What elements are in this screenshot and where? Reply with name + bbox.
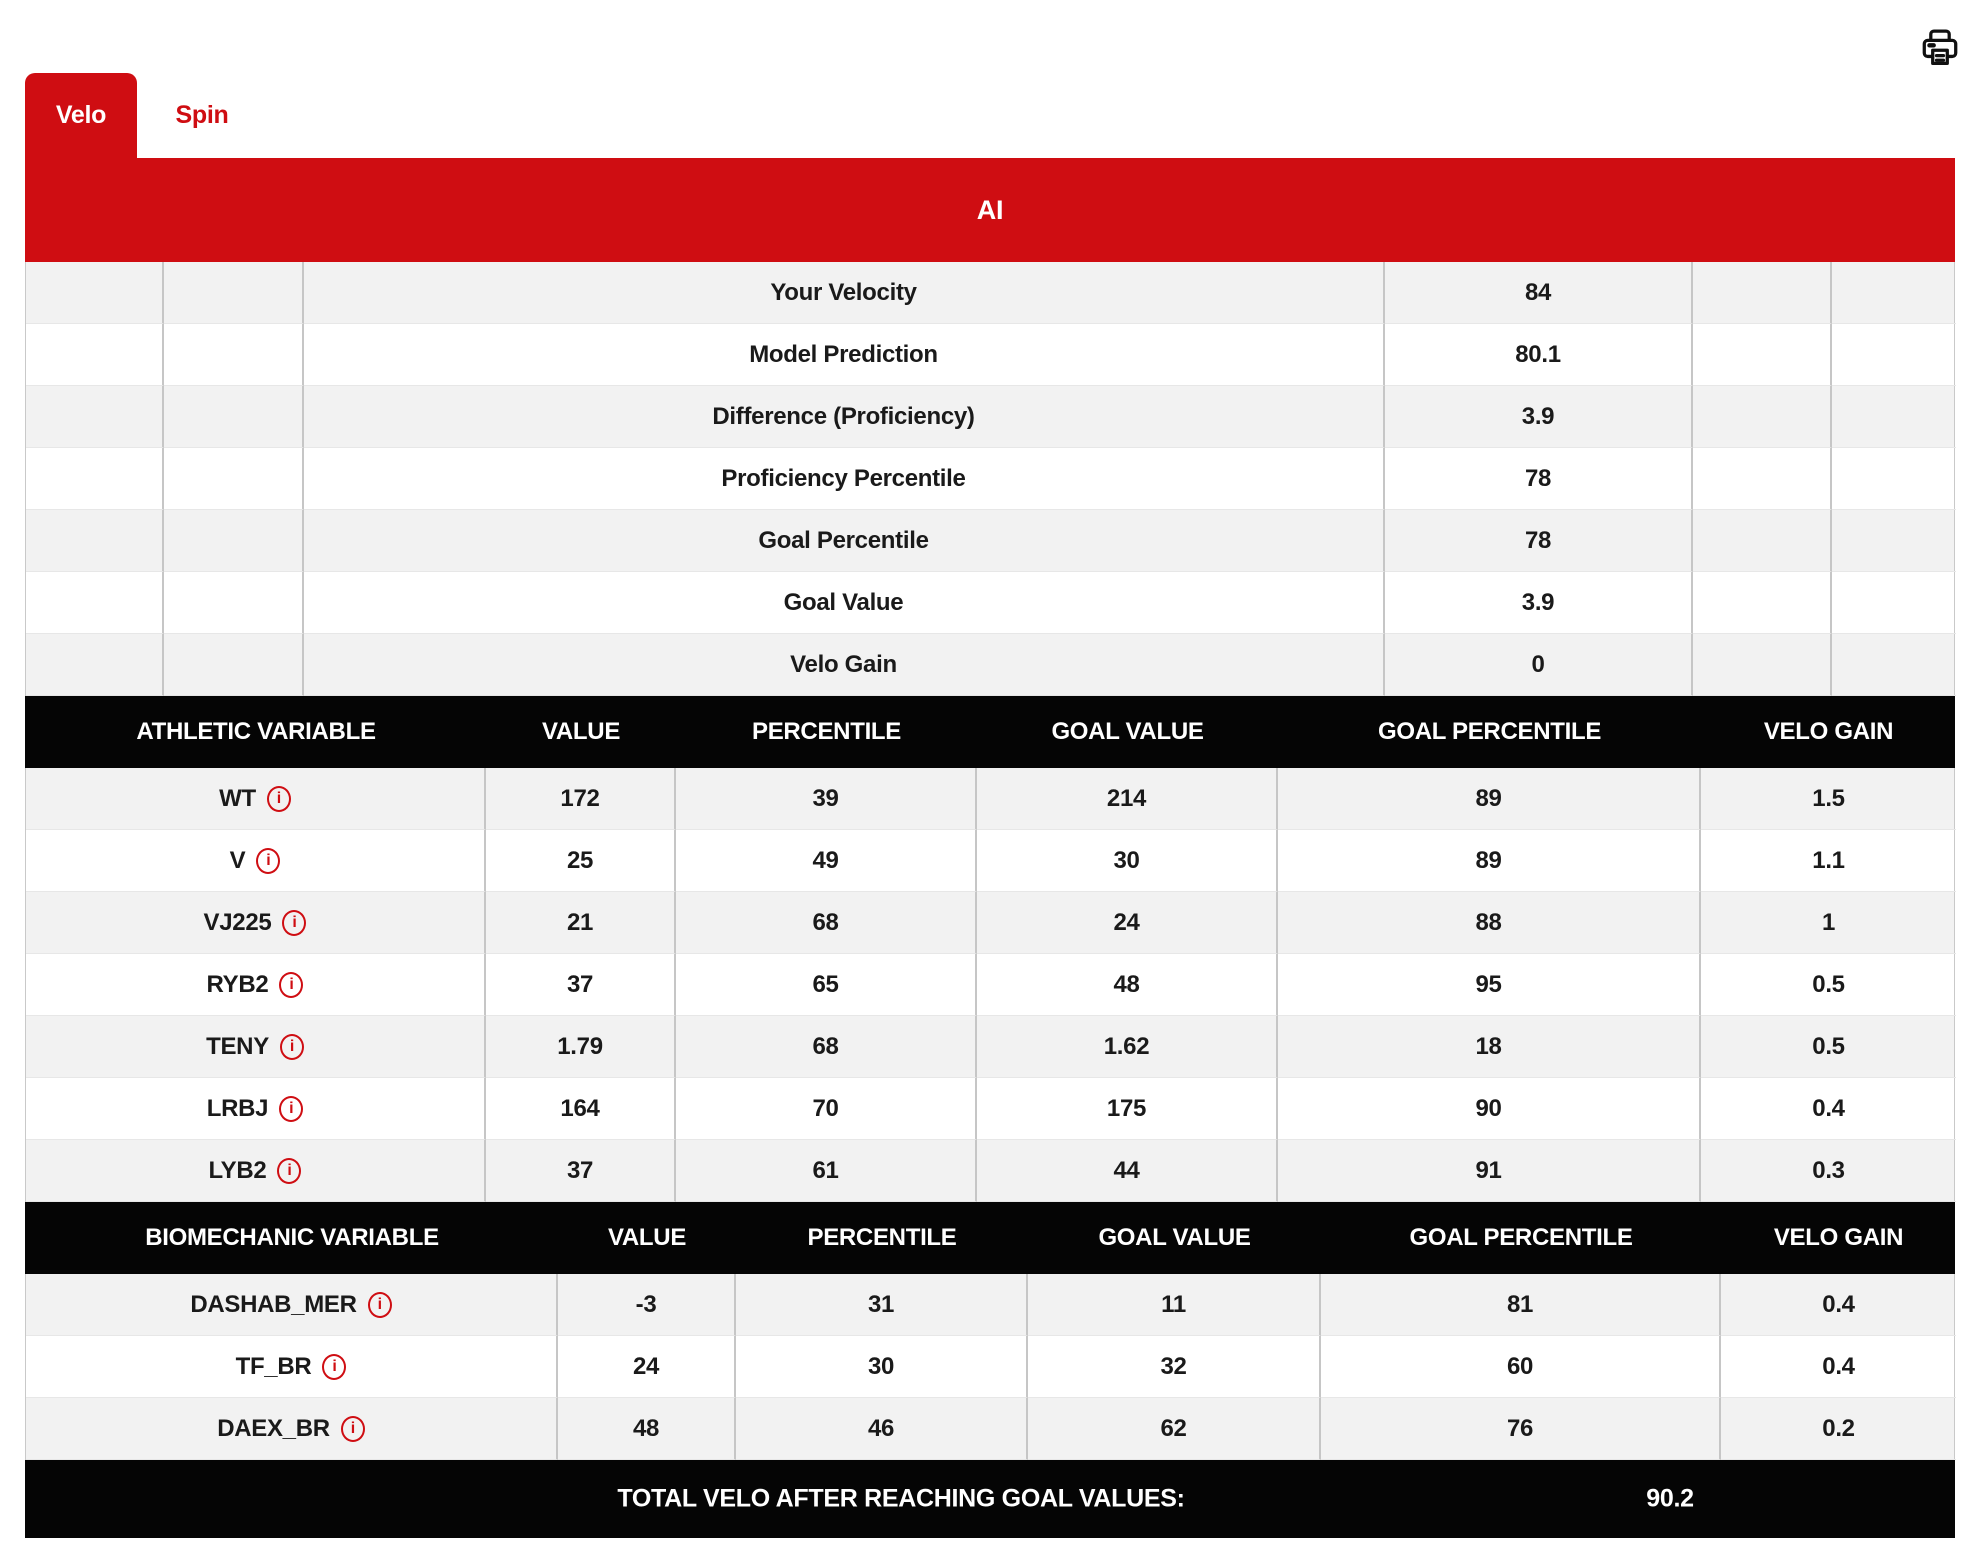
variable-name-cell: [26, 768, 486, 830]
goal-value-cell: 1.62: [977, 1016, 1278, 1078]
variable-name-cell: [26, 1398, 558, 1460]
percentile-cell: 68: [676, 892, 977, 954]
value-cell: 21: [486, 892, 676, 954]
variable-name: DASHAB_MER: [190, 1290, 357, 1318]
goal-value-cell: 11: [1028, 1274, 1321, 1336]
athletic-row: [25, 830, 1955, 892]
goal-percentile-cell: 95: [1278, 954, 1701, 1016]
goal-percentile-cell: 81: [1321, 1274, 1721, 1336]
column-header: GOAL PERCENTILE: [1377, 718, 1602, 745]
info-icon[interactable]: i: [368, 1292, 392, 1318]
info-icon[interactable]: i: [256, 848, 280, 874]
goal-value-cell: 62: [1028, 1398, 1321, 1460]
goal-value-cell: 175: [977, 1078, 1278, 1140]
goal-value-cell: 30: [977, 830, 1278, 892]
variable-name: DAEX_BR: [217, 1414, 330, 1442]
empty-cell: [1693, 262, 1832, 324]
summary-value: 78: [1385, 448, 1693, 510]
value-cell: 37: [486, 1140, 676, 1202]
column-header: GOAL VALUE: [1098, 1224, 1251, 1251]
percentile-cell: 70: [676, 1078, 977, 1140]
empty-cell: [1693, 510, 1832, 572]
page-title: AI: [976, 194, 1004, 225]
value-cell: 25: [486, 830, 676, 892]
goal-value-cell: 32: [1028, 1336, 1321, 1398]
percentile-cell: 30: [736, 1336, 1028, 1398]
empty-cell: [26, 448, 164, 510]
info-icon[interactable]: i: [277, 1158, 301, 1184]
velo-gain-cell: 0.4: [1721, 1336, 1956, 1398]
variable-name: LYB2: [208, 1156, 267, 1184]
variable-name-cell: [26, 1016, 486, 1078]
empty-cell: [164, 262, 304, 324]
empty-cell: [1832, 324, 1956, 386]
total-velo-bar: [25, 1460, 1955, 1538]
variable-name: LRBJ: [206, 1094, 269, 1122]
print-button[interactable]: [1914, 22, 1966, 74]
velo-gain-cell: 0.4: [1721, 1274, 1956, 1336]
percentile-cell: 68: [676, 1016, 977, 1078]
empty-cell: [26, 386, 164, 448]
empty-cell: [164, 324, 304, 386]
athletic-table: [25, 696, 1955, 1202]
empty-cell: [1832, 386, 1956, 448]
velo-gain-cell: 0.3: [1701, 1140, 1956, 1202]
summary-label: Proficiency Percentile: [304, 448, 1385, 510]
goal-percentile-cell: 91: [1278, 1140, 1701, 1202]
summary-label: Your Velocity: [304, 262, 1385, 324]
goal-percentile-cell: 60: [1321, 1336, 1721, 1398]
empty-cell: [1693, 572, 1832, 634]
summary-row: [25, 448, 1955, 510]
variable-name-cell: [26, 892, 486, 954]
column-header: PERCENTILE: [751, 718, 902, 745]
percentile-cell: 65: [676, 954, 977, 1016]
printer-icon: [1917, 25, 1963, 71]
summary-value: 80.1: [1385, 324, 1693, 386]
info-icon[interactable]: i: [282, 910, 306, 936]
percentile-cell: 46: [736, 1398, 1028, 1460]
biomechanic-row: [25, 1274, 1955, 1336]
biomechanic-row: [25, 1336, 1955, 1398]
empty-cell: [26, 262, 164, 324]
variable-name-cell: [26, 1078, 486, 1140]
summary-label: Difference (Proficiency): [304, 386, 1385, 448]
summary-table: [25, 262, 1955, 696]
percentile-cell: 31: [736, 1274, 1028, 1336]
goal-value-cell: 48: [977, 954, 1278, 1016]
variable-name-cell: [26, 830, 486, 892]
column-header: VALUE: [607, 1224, 687, 1251]
empty-cell: [1832, 262, 1956, 324]
info-icon[interactable]: i: [280, 1034, 304, 1060]
info-icon[interactable]: i: [279, 972, 303, 998]
empty-cell: [164, 572, 304, 634]
athletic-row: [25, 1078, 1955, 1140]
value-cell: -3: [558, 1274, 736, 1336]
value-cell: 37: [486, 954, 676, 1016]
summary-label: Goal Percentile: [304, 510, 1385, 572]
info-icon[interactable]: i: [341, 1416, 365, 1442]
goal-value-cell: 24: [977, 892, 1278, 954]
velo-gain-cell: 0.5: [1701, 1016, 1956, 1078]
empty-cell: [1832, 510, 1956, 572]
goal-value-cell: 214: [977, 768, 1278, 830]
tab-velo[interactable]: Velo: [25, 73, 137, 158]
goal-percentile-cell: 76: [1321, 1398, 1721, 1460]
tab-spin[interactable]: Spin: [137, 73, 267, 158]
summary-row: [25, 386, 1955, 448]
percentile-cell: 61: [676, 1140, 977, 1202]
section-header-ai: [25, 158, 1955, 262]
goal-percentile-cell: 18: [1278, 1016, 1701, 1078]
total-velo-value: 90.2: [1646, 1484, 1694, 1513]
empty-cell: [1693, 634, 1832, 696]
empty-cell: [164, 510, 304, 572]
column-header: GOAL PERCENTILE: [1409, 1224, 1633, 1251]
info-icon[interactable]: i: [279, 1096, 303, 1122]
variable-name: V: [229, 846, 246, 874]
variable-name-cell: [26, 954, 486, 1016]
column-header: VELO GAIN: [1773, 1224, 1904, 1251]
empty-cell: [1832, 448, 1956, 510]
summary-value: 78: [1385, 510, 1693, 572]
empty-cell: [26, 324, 164, 386]
empty-cell: [26, 572, 164, 634]
summary-row: [25, 510, 1955, 572]
variable-name: TF_BR: [235, 1352, 312, 1380]
variable-name: RYB2: [206, 970, 269, 998]
summary-row: [25, 572, 1955, 634]
value-cell: 24: [558, 1336, 736, 1398]
empty-cell: [1832, 634, 1956, 696]
velo-gain-cell: 0.2: [1721, 1398, 1956, 1460]
biomechanic-row: [25, 1398, 1955, 1460]
biomechanic-table: [25, 1202, 1955, 1460]
value-cell: 164: [486, 1078, 676, 1140]
goal-value-cell: 44: [977, 1140, 1278, 1202]
athletic-row: [25, 892, 1955, 954]
column-header: GOAL VALUE: [1051, 718, 1204, 745]
empty-cell: [164, 448, 304, 510]
goal-percentile-cell: 89: [1278, 768, 1701, 830]
summary-value: 3.9: [1385, 386, 1693, 448]
summary-value: 84: [1385, 262, 1693, 324]
athletic-row: [25, 1140, 1955, 1202]
velo-gain-cell: 0.4: [1701, 1078, 1956, 1140]
empty-cell: [1693, 448, 1832, 510]
velo-gain-cell: 1.5: [1701, 768, 1956, 830]
summary-value: 3.9: [1385, 572, 1693, 634]
column-header: ATHLETIC VARIABLE: [136, 718, 376, 745]
velo-gain-cell: 1: [1701, 892, 1956, 954]
empty-cell: [1832, 572, 1956, 634]
goal-percentile-cell: 90: [1278, 1078, 1701, 1140]
empty-cell: [26, 510, 164, 572]
variable-name-cell: [26, 1274, 558, 1336]
velo-gain-cell: 1.1: [1701, 830, 1956, 892]
info-icon[interactable]: i: [322, 1354, 346, 1380]
goal-percentile-cell: 88: [1278, 892, 1701, 954]
summary-row: [25, 634, 1955, 696]
variable-name: VJ225: [203, 908, 272, 936]
summary-value: 0: [1385, 634, 1693, 696]
percentile-cell: 49: [676, 830, 977, 892]
summary-label: Goal Value: [304, 572, 1385, 634]
value-cell: 1.79: [486, 1016, 676, 1078]
summary-row: [25, 262, 1955, 324]
athletic-row: [25, 1016, 1955, 1078]
empty-cell: [1693, 324, 1832, 386]
summary-row: [25, 324, 1955, 386]
column-header: VELO GAIN: [1763, 718, 1894, 745]
column-header: VALUE: [541, 718, 621, 745]
athletic-row: [25, 954, 1955, 1016]
info-icon[interactable]: i: [267, 786, 291, 812]
biomechanic-header-row: [25, 1202, 1955, 1274]
variable-name: TENY: [206, 1032, 269, 1060]
empty-cell: [164, 634, 304, 696]
goal-percentile-cell: 89: [1278, 830, 1701, 892]
variable-name-cell: [26, 1140, 486, 1202]
empty-cell: [1693, 386, 1832, 448]
summary-label: Model Prediction: [304, 324, 1385, 386]
value-cell: 48: [558, 1398, 736, 1460]
column-header: PERCENTILE: [807, 1224, 957, 1251]
empty-cell: [164, 386, 304, 448]
percentile-cell: 39: [676, 768, 977, 830]
summary-label: Velo Gain: [304, 634, 1385, 696]
variable-name-cell: [26, 1336, 558, 1398]
velo-gain-cell: 0.5: [1701, 954, 1956, 1016]
column-header: BIOMECHANIC VARIABLE: [145, 1224, 439, 1251]
value-cell: 172: [486, 768, 676, 830]
report-card: [25, 73, 1955, 1538]
tab-bar: [25, 73, 1955, 158]
athletic-row: [25, 768, 1955, 830]
athletic-header-row: [25, 696, 1955, 768]
variable-name: WT: [219, 784, 256, 812]
empty-cell: [26, 634, 164, 696]
total-velo-label: TOTAL VELO AFTER REACHING GOAL VALUES:: [617, 1484, 1185, 1513]
